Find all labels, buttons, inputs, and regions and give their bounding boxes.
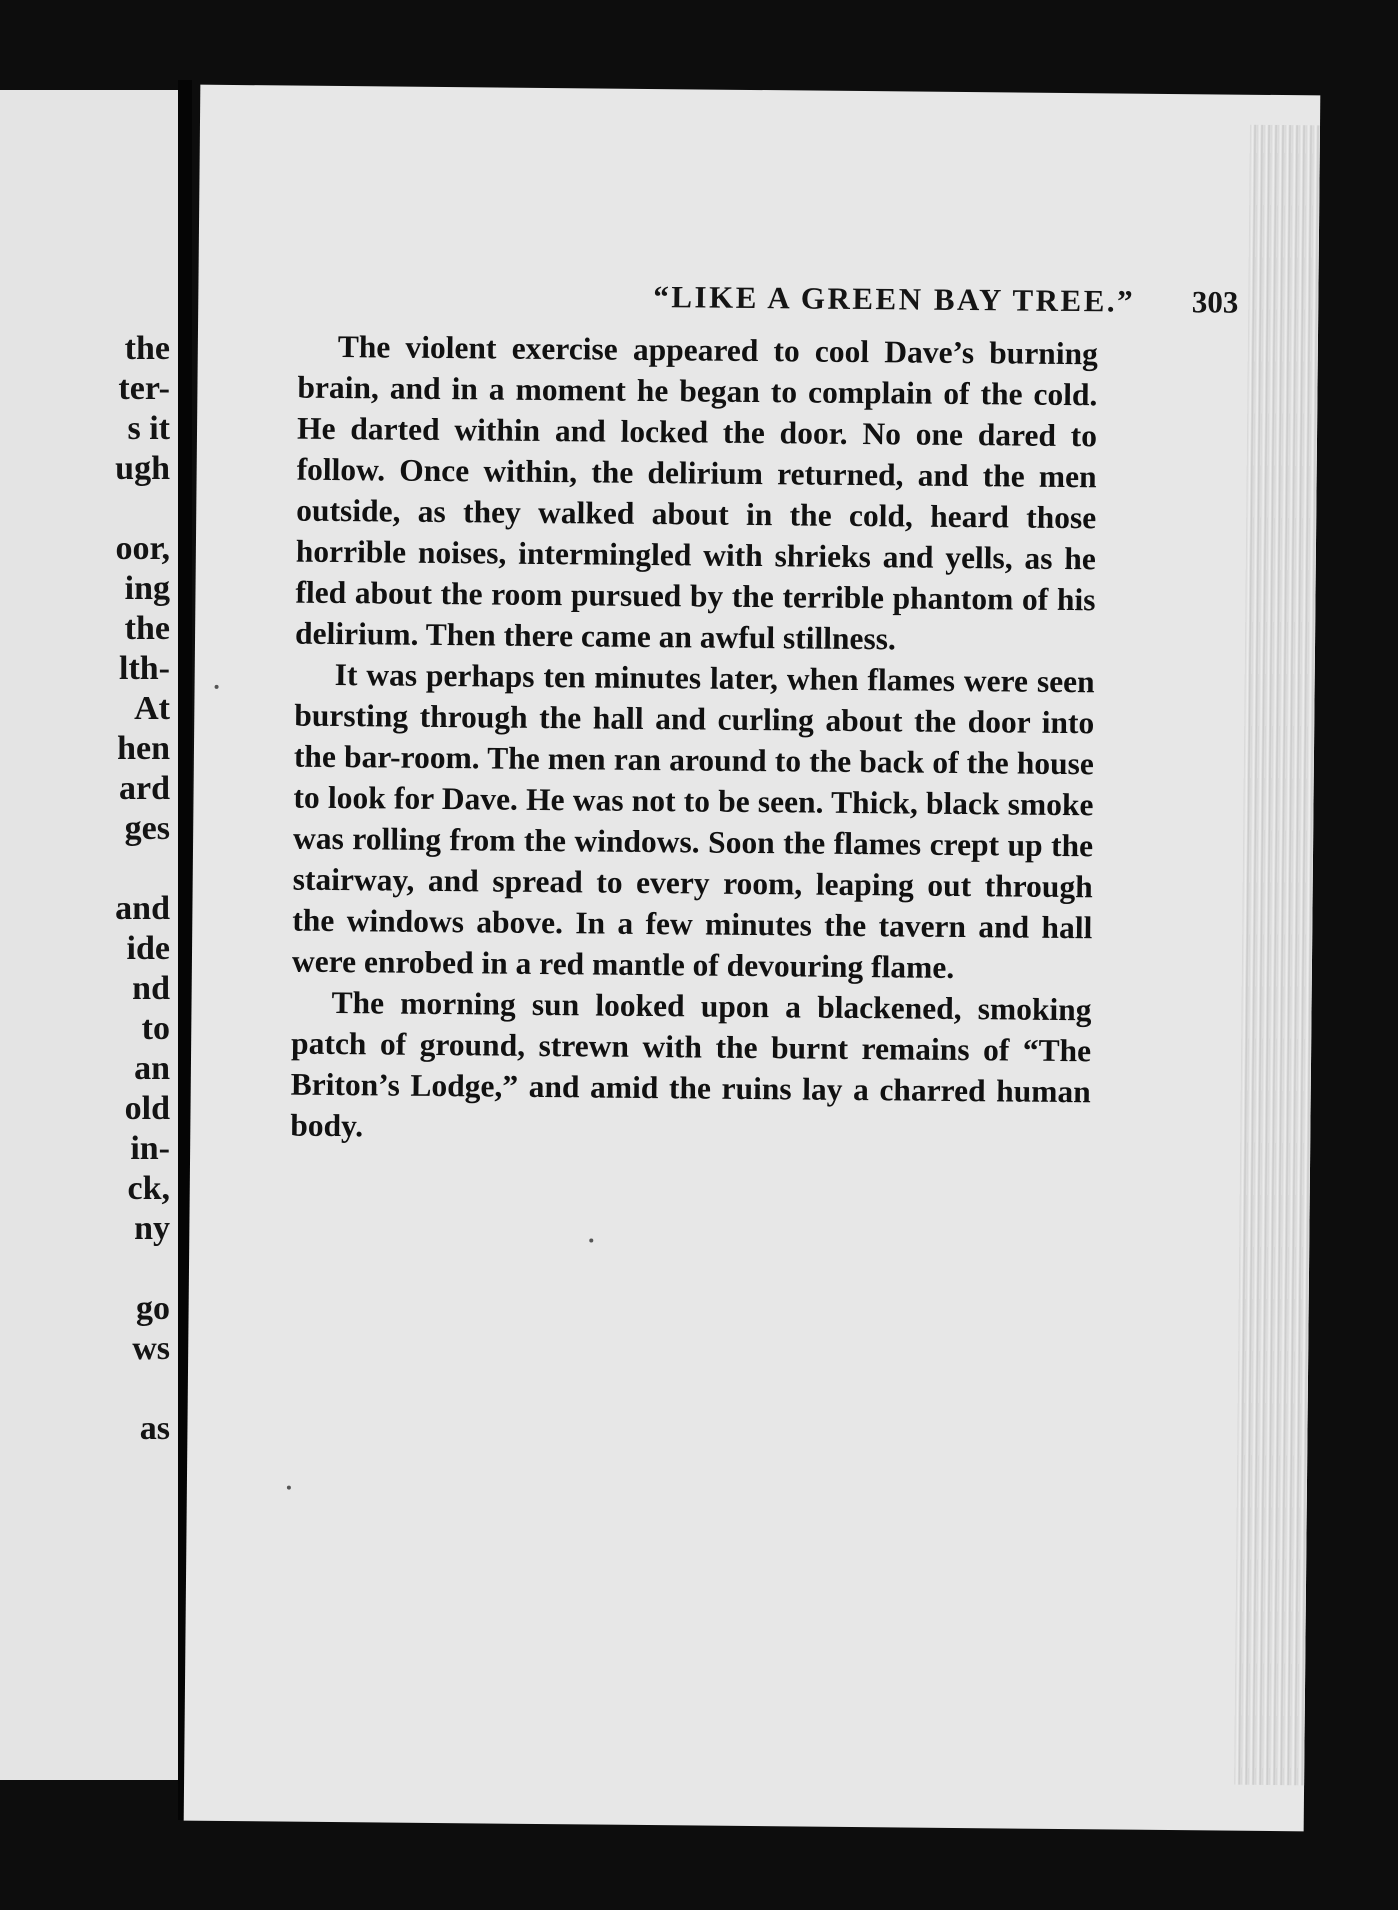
left-fragment: At xyxy=(134,690,170,727)
left-fragment: nd xyxy=(132,970,170,1007)
left-fragment: hen xyxy=(117,730,170,767)
left-fragment: s it xyxy=(127,410,170,447)
paper-speck xyxy=(215,685,219,689)
left-fragment: and xyxy=(115,890,170,927)
paragraph: The violent exercise appeared to cool Dave’s burning brain, and in a moment he began to complain of the cold. He darted within and locked the door. No one dared to follow. Once within, the delirium returned, and the men outside, as they walked about in the cold, heard those horrible noises, intermingled with shrieks and yells, as he fled about the room pursued by the terrible phantom of his delirium. Then there came an awful stillness. xyxy=(294,328,1098,657)
body-text xyxy=(290,326,1098,1154)
left-fragment: lth- xyxy=(119,650,170,687)
left-fragment: ugh xyxy=(115,450,170,487)
left-fragment: the xyxy=(124,610,170,647)
left-fragment: ing xyxy=(124,570,170,607)
left-fragment: ck, xyxy=(127,1170,170,1207)
left-fragment: go xyxy=(136,1290,170,1327)
running-head xyxy=(453,277,1293,335)
paragraph: The morning sun looked upon a blackened, smoking patch of ground, strewn with the burnt remains of “The Briton’s Lodge,” and amid the ruins lay a charred human body. xyxy=(290,984,1092,1144)
left-fragment: ard xyxy=(119,770,170,807)
left-fragment: in- xyxy=(130,1130,170,1167)
paragraph: It was perhaps ten minutes later, when flames were seen bursting through the hall and curling about the door into the bar-room. The men ran around to the back of the house to look for Dave. He was not to be seen. Thick, black smoke was rolling from the windows. Soon the flames crept up the stairway, and spread to every room, leaping out through the windows above. In a few minutes the tavern and hall were enrobed in a red mantle of devouring flame. xyxy=(291,656,1095,985)
paper-speck xyxy=(287,1486,291,1490)
left-fragment: an xyxy=(134,1050,170,1087)
left-fragment: the xyxy=(124,330,170,367)
right-page xyxy=(184,85,1321,1832)
left-fragment: old xyxy=(124,1090,170,1127)
left-fragment: ny xyxy=(134,1210,170,1247)
left-fragment: oor, xyxy=(115,530,170,567)
paper-speck xyxy=(589,1238,593,1242)
page-edges xyxy=(1234,125,1320,1786)
left-fragment: as xyxy=(139,1410,170,1447)
page-number: 303 xyxy=(1191,284,1239,320)
left-fragment: ide xyxy=(126,930,170,967)
left-fragment: to xyxy=(141,1010,170,1047)
left-fragment: ws xyxy=(132,1330,170,1367)
left-fragment: ges xyxy=(124,810,170,847)
left-fragment: ter- xyxy=(118,370,170,407)
running-head-title: “LIKE A GREEN BAY TREE.” xyxy=(653,279,1136,319)
left-facing-page xyxy=(0,90,178,1780)
